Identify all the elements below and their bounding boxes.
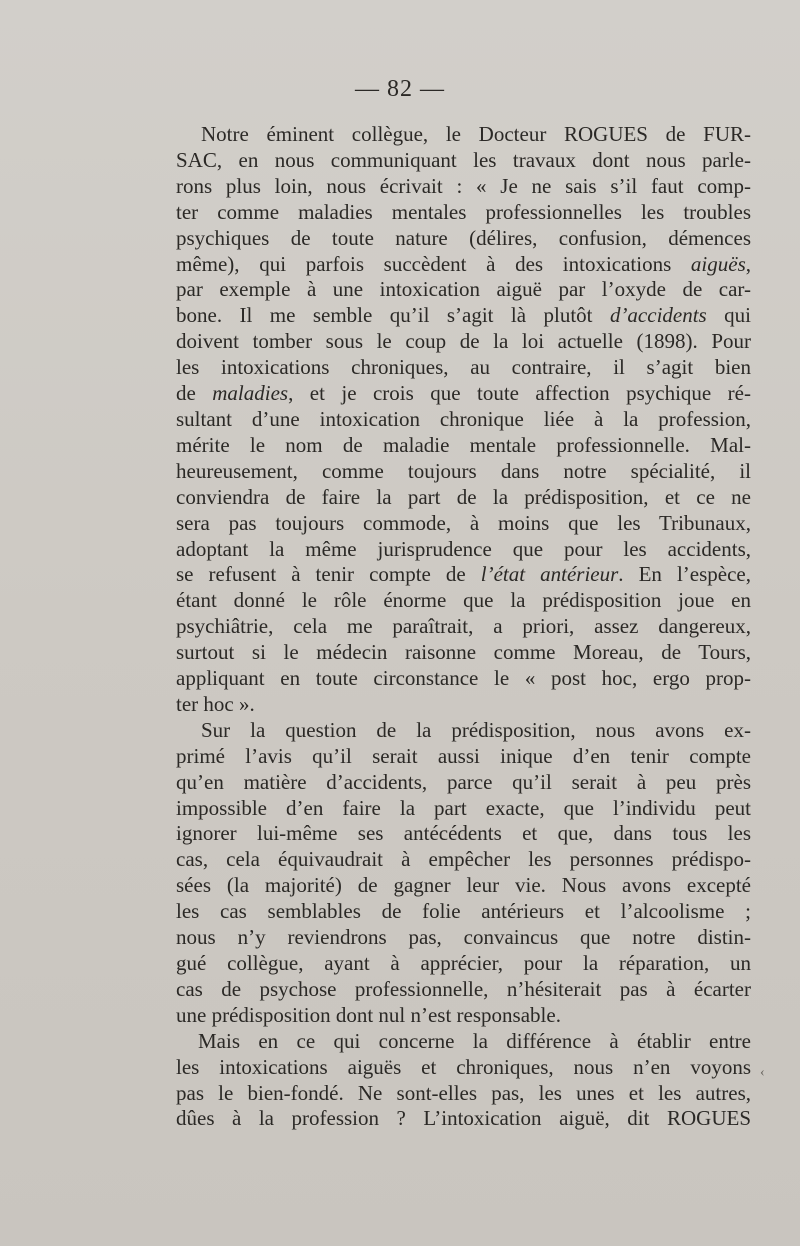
body-text: [176, 122, 751, 1132]
text-line: psychiques de toute nature (délires, confusion, démences: [176, 225, 751, 250]
page-number: — 82 —: [355, 76, 445, 102]
text-line: primé l’avis qu’il serait aussi inique d’en tenir compte: [176, 743, 751, 768]
text-line: ignorer lui-même ses antécédents et que, dans tous les: [176, 821, 751, 846]
text-line: dûes à la profession ? L’intoxication aiguë, dit ROGUES: [176, 1106, 751, 1131]
italic-text: maladies: [212, 381, 289, 406]
text-line: pas le bien-fondé. Ne sont-elles pas, les unes et les autres,: [176, 1080, 751, 1105]
text-line: qu’en matière d’accidents, parce qu’il serait à peu près: [176, 769, 751, 794]
text-line: Notre éminent collègue, le Docteur ROGUES de FUR-: [201, 122, 751, 146]
text-line: se refusent à tenir compte de l’état antérieur. En l’espèce,: [176, 562, 751, 587]
text-line: une prédisposition dont nul n’est responsable.: [176, 1002, 561, 1027]
text-line: ter hoc ».: [176, 691, 255, 716]
text-line: ter comme maladies mentales professionnelles les troubles: [176, 199, 751, 224]
text-line: heureusement, comme toujours dans notre spécialité, il: [176, 458, 751, 483]
text-line: cas de psychose professionnelle, n’hésiterait pas à écarter: [176, 976, 751, 1001]
text-line: impossible d’en faire la part exacte, que l’individu peut: [176, 795, 751, 820]
text-line: conviendra de faire la part de la prédisposition, et ce ne: [176, 484, 751, 509]
text-line: sera pas toujours commode, à moins que les Tribunaux,: [176, 510, 751, 535]
text-line: sées (la majorité) de gagner leur vie. Nous avons excepté: [176, 873, 751, 898]
text-line: bone. Il me semble qu’il s’agit là plutôt d’accidents qui: [176, 303, 751, 328]
text-line: les intoxications chroniques, au contraire, il s’agit bien: [176, 355, 751, 380]
text-line: SAC, en nous communiquant les travaux dont nous parle-: [176, 147, 751, 172]
text-line: psychiâtrie, cela me paraîtrait, a priori, assez dangereux,: [176, 614, 751, 639]
text-line: mérite le nom de maladie mentale professionnelle. Mal-: [176, 432, 751, 457]
text-line: Mais en ce qui concerne la différence à établir entre: [198, 1028, 751, 1053]
margin-mark: ‹: [760, 1065, 765, 1080]
text-line: sultant d’une intoxication chronique liée à la profession,: [176, 406, 751, 431]
text-line: appliquant en toute circonstance le « post hoc, ergo prop-: [176, 666, 751, 691]
text-line: Sur la question de la prédisposition, nous avons ex-: [201, 717, 751, 742]
text-line: par exemple à une intoxication aiguë par l’oxyde de car-: [176, 277, 751, 302]
text-line: étant donné le rôle énorme que la prédisposition joue en: [176, 588, 751, 613]
text-line: doivent tomber sous le coup de la loi actuelle (1898). Pour: [176, 329, 751, 354]
italic-text: aiguës: [690, 251, 746, 276]
text-line: les cas semblables de folie antérieurs et l’alcoolisme ;: [176, 899, 751, 924]
text-line: adoptant la même jurisprudence que pour les accidents,: [176, 536, 751, 561]
text-line: nous n’y reviendrons pas, convaincus que notre distin-: [176, 925, 751, 950]
text-line: même), qui parfois succèdent à des intoxications aiguës,: [176, 251, 751, 276]
text-line: de maladies, et je crois que toute affection psychique ré-: [176, 381, 751, 406]
italic-text: l’état antérieur: [480, 562, 619, 587]
text-line: surtout si le médecin raisonne comme Moreau, de Tours,: [176, 640, 751, 665]
italic-text: d’accidents: [609, 303, 707, 328]
text-line: rons plus loin, nous écrivait : « Je ne sais s’il faut comp-: [176, 173, 751, 198]
text-line: cas, cela équivaudrait à empêcher les personnes prédispo-: [176, 847, 751, 872]
text-line: les intoxications aiguës et chroniques, nous n’en voyons: [176, 1054, 751, 1079]
text-line: gué collègue, ayant à apprécier, pour la réparation, un: [176, 951, 751, 975]
